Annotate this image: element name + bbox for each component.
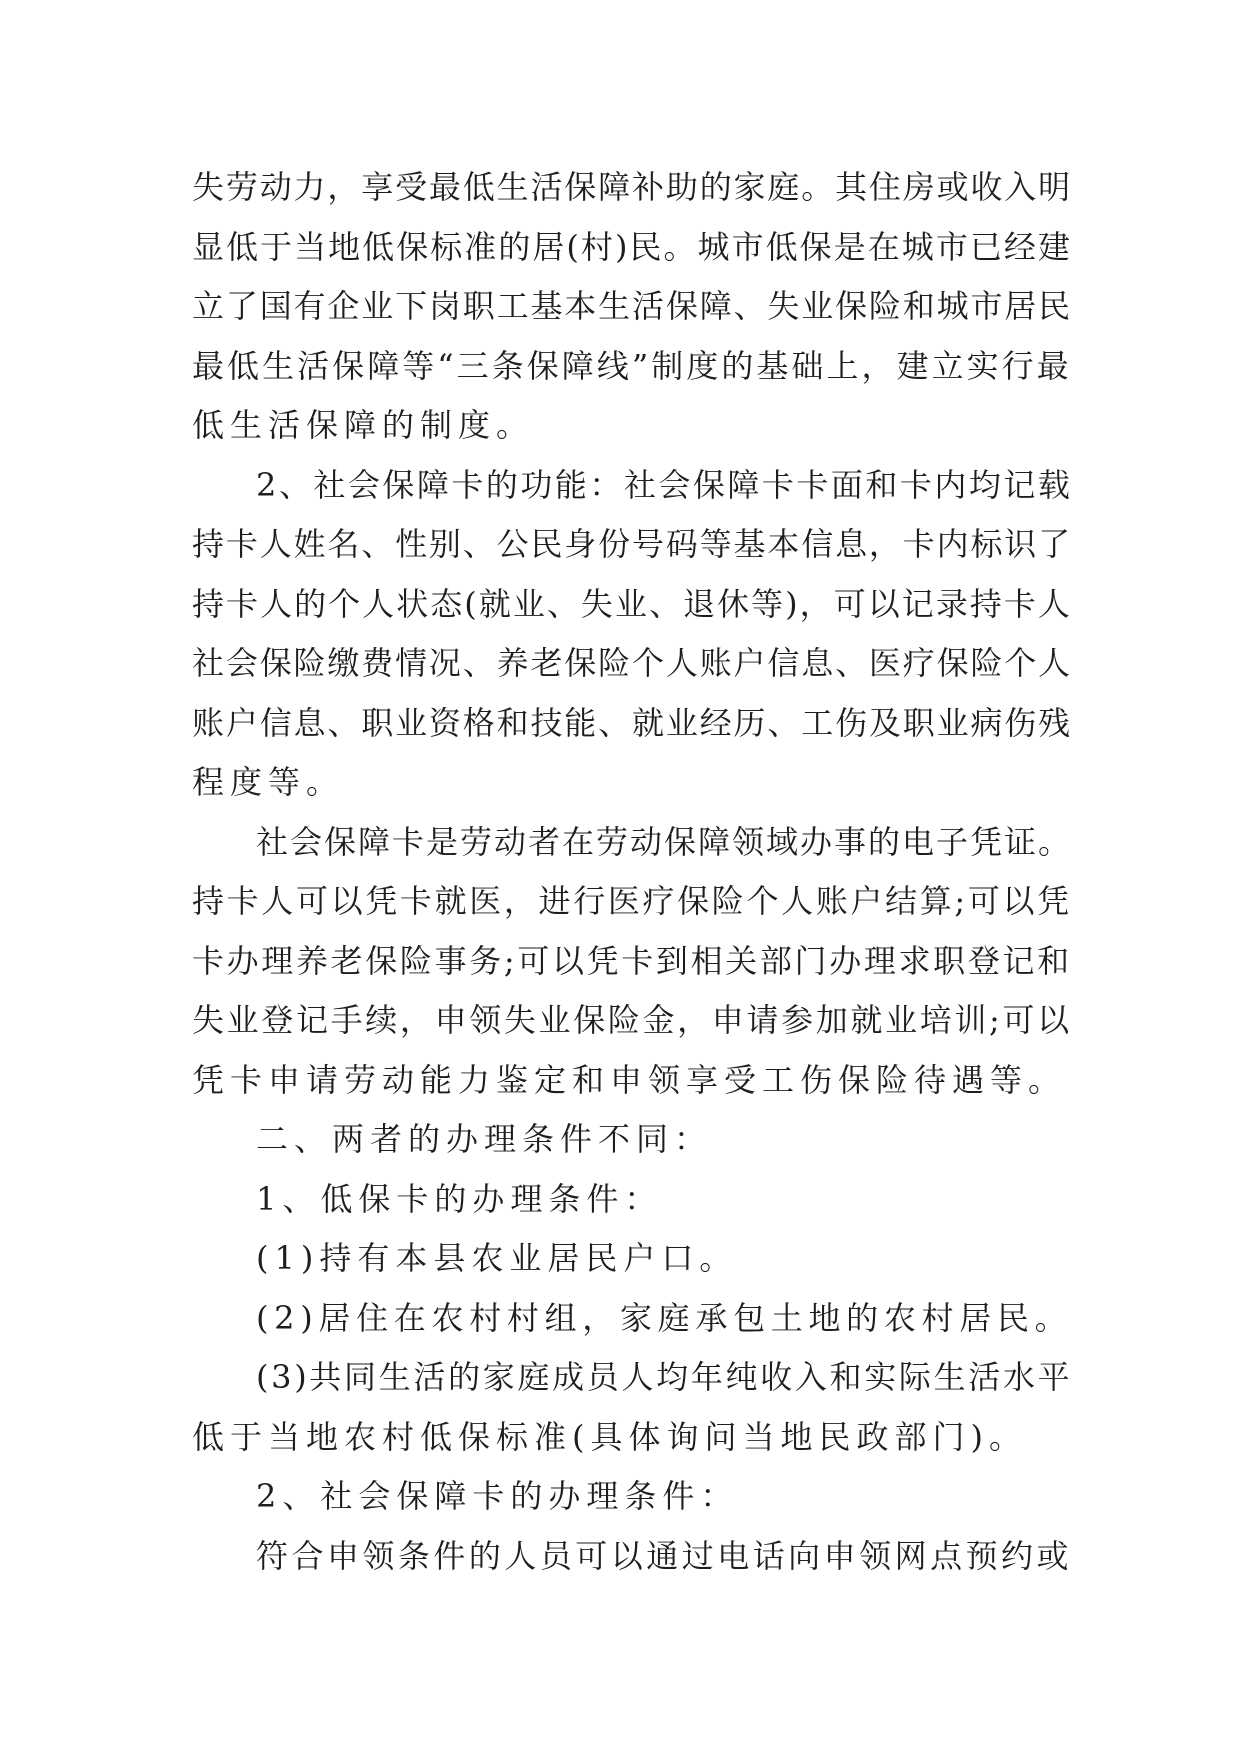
text-line: 低生活保障的制度。 xyxy=(192,406,535,444)
text-line: 低于当地农村低保标准(具体询问当地民政部门)。 xyxy=(192,1417,1027,1456)
subsection-heading: 2、社会保障卡的办理条件： xyxy=(256,1477,739,1515)
list-item: (1)持有本县农业居民户口。 xyxy=(256,1239,738,1277)
text-line: 持卡人可以凭卡就医，进行医疗保险个人账户结算;可以凭 xyxy=(192,882,1072,920)
text-line: 程度等。 xyxy=(192,763,345,801)
subsection-heading: 1、低保卡的办理条件： xyxy=(256,1179,663,1218)
document-body xyxy=(192,158,1072,1586)
list-item: (2)居住在农村村组，家庭承包土地的农村居民。 xyxy=(256,1298,1073,1337)
text-line: 凭卡申请劳动能力鉴定和申领享受工伤保险待遇等。 xyxy=(192,1060,1067,1099)
list-item: (3)共同生活的家庭成员人均年纯收入和实际生活水平 xyxy=(256,1358,1073,1396)
text-line: 账户信息、职业资格和技能、就业经历、工伤及职业病伤残 xyxy=(192,703,1073,742)
text-line: 立了国有企业下岗职工基本生活保障、失业保险和城市居民 xyxy=(192,287,1073,325)
text-line: 失劳动力，享受最低生活保障补助的家庭。其住房或收入明 xyxy=(192,168,1073,206)
text-line: 持卡人的个人状态(就业、失业、退休等)，可以记录持卡人 xyxy=(192,584,1072,623)
text-line: 最低生活保障等“三条保障线”制度的基础上，建立实行最 xyxy=(192,346,1072,385)
text-line: 显低于当地低保标准的居(村)民。城市低保是在城市已经建 xyxy=(192,227,1072,266)
text-line: 社会保险缴费情况、养老保险个人账户信息、医疗保险个人 xyxy=(192,644,1073,682)
text-line: 失业登记手续，申领失业保险金，申请参加就业培训;可以 xyxy=(192,1001,1072,1039)
text-line: 持卡人姓名、性别、公民身份号码等基本信息，卡内标识了 xyxy=(192,525,1073,563)
section-heading: 二、两者的办理条件不同： xyxy=(256,1120,713,1158)
text-line: 社会保障卡是劳动者在劳动保障领域办事的电子凭证。 xyxy=(256,822,1073,861)
text-line: 符合申领条件的人员可以通过电话向申领网点预约或 xyxy=(256,1536,1073,1575)
text-line: 卡办理养老保险事务;可以凭卡到相关部门办理求职登记和 xyxy=(192,941,1072,980)
text-line: 2、社会保障卡的功能：社会保障卡卡面和卡内均记载 xyxy=(256,465,1073,504)
